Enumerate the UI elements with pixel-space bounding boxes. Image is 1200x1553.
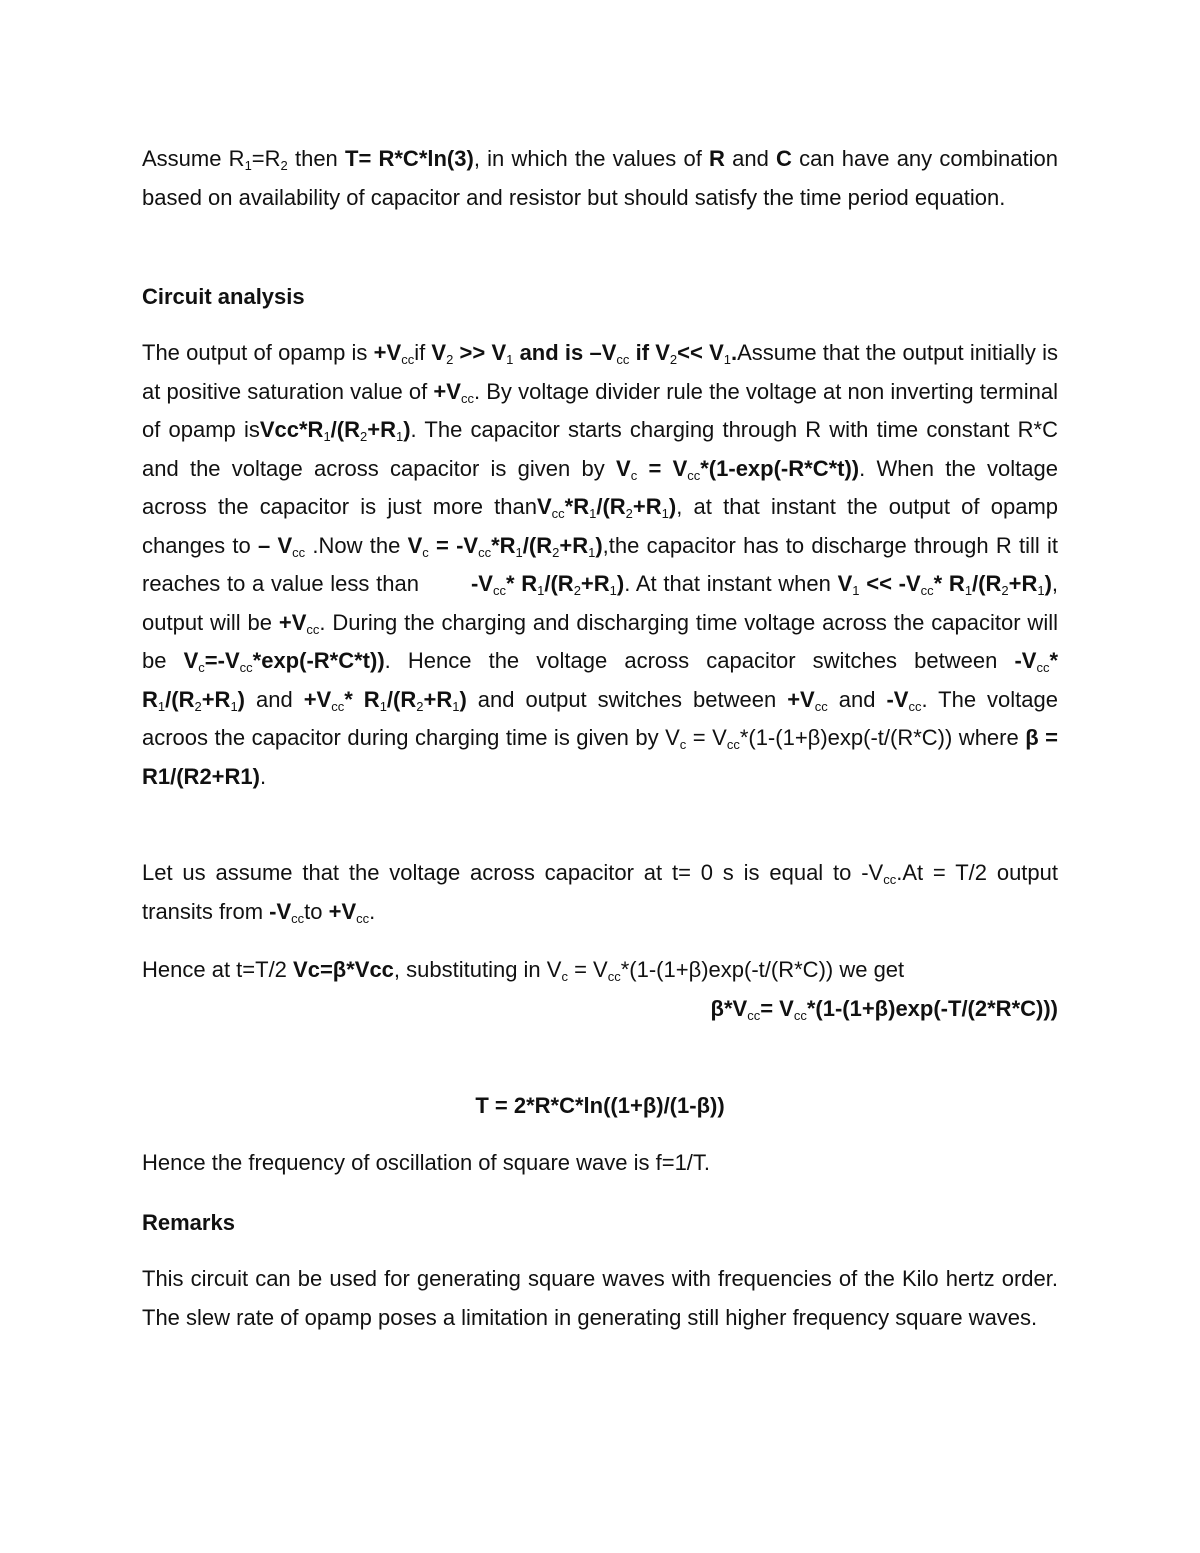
paragraph-substitution: Hence at t=T/2 Vc=β*Vcc, substituting in $V_c = V_{cc}*(1-(1+\beta)\exp(-t/(R*C))$ we get [142,957,905,984]
equation-time-period: T = 2*R*C*ln((1+β)/(1-β)) [475,1093,725,1118]
paragraph-assumption: Assume $R_1=R_2$ then T= R*C*ln(3), in which the values of R and C can have any combination based on availability of capacitor and resistor but should satisfy the time period equation. [142,146,1058,210]
paragraph-initial-condition: Let us assume that the voltage across capacitor at t= 0 s is equal to $-V_{cc}.At = T/2$ output transits from $-V_{cc}to +V_{cc}$. [142,860,1058,926]
equation-beta-vcc: $\beta*V_{cc}= V_{cc}*(1-(1+\beta)\exp(-T/(2*R*C)))$ [710,996,1058,1023]
paragraph-circuit-analysis: The output of opamp is $+V_{cc}if$ $V_2 >> V_1$ and is $-V_{cc}$ if $V_2<<$ $V_1.Assume$ that the output initially is at positive saturation value of $+V_{cc}$. By voltage divider rule the voltage at non inverting terminal of opamp $isVcc*R_1/(R_2+R_1)$. The capacitor starts charging through R with time constant R*C and the voltage across capacitor is given by $V_c = V_{cc}*(1-\exp(-R*C*t))$. When the voltage across the capacitor is just more $thanV_{cc}*R_1/(R_2+R_1)$, at that instant the output of opamp changes to – $V_{cc}$ .Now the $V_c = -V_{cc}*R_1/(R_2+R_1),the$ capacitor has to discharge through R till it reaches to a value less than $-V_{cc}*$ $R_1/(R_2+R_1)$. At that instant when $V_1 << -V_{cc}*$ $R_1/(R_2+R_1)$, output will be $+V_{cc}$. During the charging and discharging time voltage across the capacitor will be $V_c=-V_{cc}*\exp(-R*C*t)$). Hence the voltage across capacitor switches between $-V_{cc}*$ $R_1/(R_2+R_1)$ and $+V_{cc}*$ $R_1/(R_2+R_1)$ and output switches between $+V_{cc}$ and $-V_{cc}$. The voltage acroos the capacitor during charging time is given by $V_c = V_{cc}*(1-(1+\beta)\exp(-t/(R*C))$ where β = R1/(R2+R1). [142,340,1059,789]
paragraph-remarks: This circuit can be used for generating square waves with frequencies of the Kilo hertz order. The slew rate of opamp poses a limitation in generating still higher frequency square waves. [142,1266,1058,1330]
heading-circuit-analysis: Circuit analysis [142,284,305,309]
paragraph-frequency: Hence the frequency of oscillation of square wave is f=1/T. [142,1150,711,1175]
heading-remarks: Remarks [142,1210,235,1235]
